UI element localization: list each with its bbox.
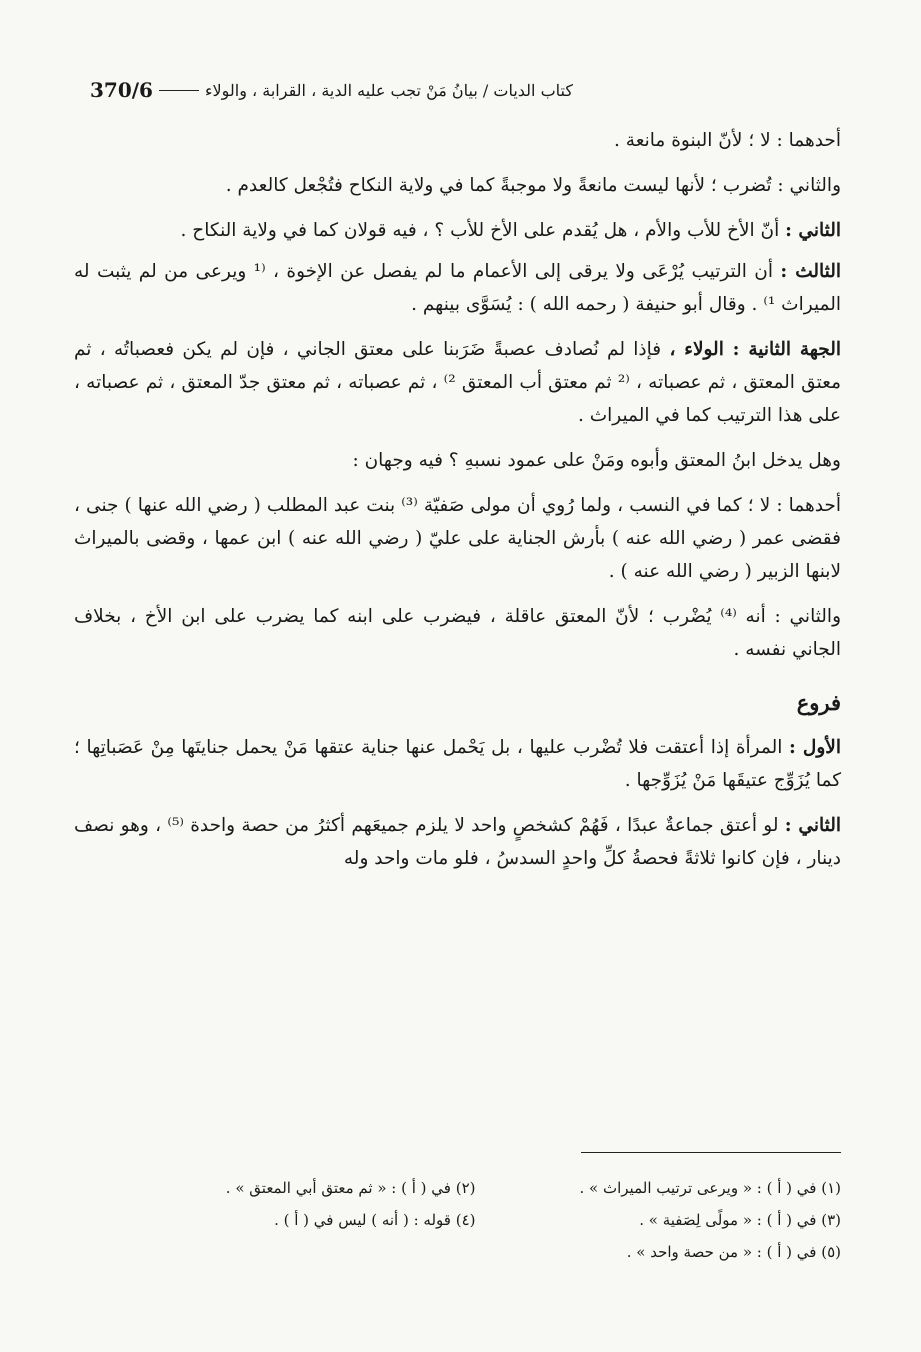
- paragraph: أحدهما : لا ؛ كما في النسب ، ولما رُوي أن مولى صَفيّة ⁽³⁾ بنت عبد المطلب ( رضي الله عنها ) جنى ، فقضى عمر ( رضي الله عنه ) بأرش الجناية على عليّ ( رضي الله عنه ) ابن عمها ، وقضى بالميراث لابنها الزبير ( رضي الله عنه ) .: [74, 495, 842, 582]
- paragraph: الثاني : أنّ الأخ للأب والأم ، هل يُقدم على الأخ للأب ؟ ، فيه قولان كما في ولاية النكاح .: [180, 220, 841, 241]
- footnote-rule: [581, 1152, 841, 1153]
- paragraph-lead: الثاني :: [785, 220, 841, 241]
- footnote-4: (٤) قوله : ( أنه ) ليس في ( أ ) .: [274, 1211, 476, 1229]
- paragraph: الثالث : أن الترتيب يُرْعَى ولا يرقى إلى الأعمام ما لم يفصل عن الإخوة ، ⁽¹ ويرعى من لم يثبت له الميراث ¹⁾ . وقال أبو حنيفة ( رحمه الله ) : يُسَوَّى بينهم .: [74, 261, 841, 315]
- paragraph: أحدهما : لا ؛ لأنّ البنوة مانعة .: [614, 130, 841, 151]
- footnote-1: (١) في ( أ ) : « ويرعى ترتيب الميراث » .: [579, 1179, 841, 1197]
- footnote-2: (٢) في ( أ ) : « ثم معتق أبي المعتق » .: [225, 1179, 476, 1197]
- paragraph-lead: الثاني :: [784, 815, 841, 836]
- page-number: 370/6: [90, 78, 153, 102]
- section-heading: فروع: [796, 690, 841, 715]
- paragraph: الجهة الثانية : الولاء ، فإذا لم نُصادف عصبةً ضَرَبنا على معتق الجاني ، فإن لم يكن فعصباتُه ، ثم معتق المعتق ، ثم عصباته ، ⁽² ثم معتق أب المعتق ²⁾ ، ثم عصباته ، ثم معتق جدّ المعتق ، ثم عصباته ، على هذا الترتيب كما في الميراث .: [74, 339, 841, 426]
- paragraph: الثاني : لو أعتق جماعةٌ عبدًا ، فَهُمْ كشخصٍ واحد لا يلزم جميعَهم أكثرُ من حصة واحدة ⁽⁵⁾ ، وهو نصف دينار ، فإن كانوا ثلاثةً فحصةُ كلِّ واحدٍ السدسُ ، فلو مات واحد وله: [74, 815, 841, 869]
- header-title: كتاب الديات / بيانُ مَنْ تجب عليه الدية ، القرابة ، والولاء: [204, 80, 573, 100]
- running-header: [90, 70, 841, 110]
- footnote-5: (٥) في ( أ ) : « من حصة واحد » .: [626, 1243, 841, 1261]
- paragraph: وهل يدخل ابنُ المعتق وأبوه ومَنْ على عمود نسبهِ ؟ فيه وجهان :: [352, 450, 841, 471]
- paragraph: والثاني : تُضرب ؛ لأنها ليست مانعةً ولا موجبةً كما في ولاية النكاح فتُجْعل كالعدم .: [225, 175, 841, 196]
- main-text: [74, 124, 841, 887]
- paragraph-lead: الجهة الثانية : الولاء ،: [669, 339, 841, 360]
- paragraph: والثاني : أنه ⁽⁴⁾ يُضْرب ؛ لأنّ المعتق عاقلة ، فيضرب على ابنه كما يضرب على ابن الأخ ، بخلاف الجاني نفسه .: [74, 606, 842, 660]
- header-rule: [159, 90, 199, 91]
- paragraph-lead: الثالث :: [780, 261, 841, 282]
- footnote-3: (٣) في ( أ ) : « مولًى لِصَفية » .: [639, 1211, 841, 1229]
- paragraph: الأول : المرأة إذا أعتقت فلا تُضْرب عليها ، بل يَحْمل عنها جناية عتقها مَنْ يحمل جنايتَها مِنْ عَصَباتِها ؛ كما يُزَوِّج عتيقَها مَنْ يُزَوِّجها .: [74, 737, 841, 791]
- footnotes: [110, 1172, 841, 1268]
- paragraph-lead: الأول :: [788, 737, 841, 758]
